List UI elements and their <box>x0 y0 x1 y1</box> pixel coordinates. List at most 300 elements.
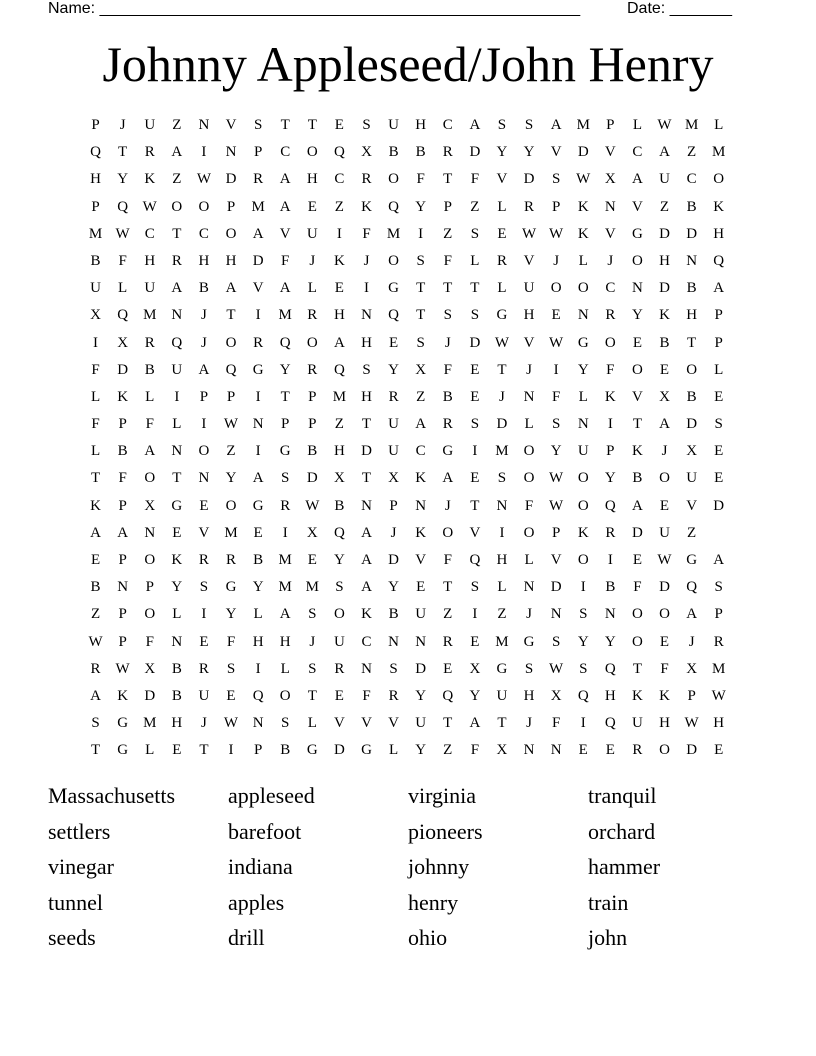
grid-letter: D <box>659 280 670 297</box>
grid-letter: W <box>494 334 510 351</box>
grid-letter: N <box>604 198 616 215</box>
grid-letter: B <box>307 443 318 460</box>
grid-letter: L <box>307 715 317 732</box>
grid-letter: V <box>469 524 481 541</box>
grid-letter: B <box>171 687 182 704</box>
grid-letter: B <box>90 579 101 596</box>
grid-letter: J <box>661 443 668 460</box>
grid-row <box>82 521 732 548</box>
grid-letter: H <box>333 307 345 324</box>
grid-letter: Y <box>577 361 589 378</box>
grid-letter: N <box>198 117 210 133</box>
grid-letter: J <box>526 715 532 732</box>
grid-letter: B <box>686 388 697 405</box>
grid-letter: D <box>577 144 589 161</box>
grid-letter: N <box>171 443 183 460</box>
grid-letter: T <box>307 687 317 704</box>
grid-letter: Y <box>469 687 481 704</box>
grid-letter: B <box>117 443 128 460</box>
grid-letter: N <box>171 307 183 324</box>
grid-row <box>82 439 732 466</box>
grid-letter: D <box>659 225 670 242</box>
grid-letter: A <box>198 361 210 378</box>
grid-letter: W <box>657 552 672 568</box>
grid-letter: X <box>90 307 101 324</box>
grid-letter: S <box>281 470 290 487</box>
grid-letter: F <box>443 552 452 568</box>
grid-letter: Z <box>90 606 101 623</box>
grid-letter: D <box>686 742 698 759</box>
grid-row <box>82 167 732 194</box>
grid-row <box>82 113 732 140</box>
grid-letter: K <box>90 497 101 514</box>
grid-letter: P <box>714 307 723 324</box>
worksheet-header <box>48 0 748 20</box>
grid-letter: K <box>333 252 345 269</box>
grid-letter: R <box>253 334 264 351</box>
grid-letter: P <box>714 606 723 623</box>
grid-letter: V <box>225 117 237 133</box>
grid-letter: Z <box>470 198 480 215</box>
grid-letter: B <box>632 470 643 487</box>
grid-letter: S <box>579 660 588 677</box>
grid-letter: S <box>362 117 371 133</box>
grid-letter: I <box>553 361 559 378</box>
grid-letter: P <box>118 606 127 623</box>
grid-letter: M <box>88 225 103 242</box>
grid-letter: O <box>577 470 589 487</box>
word-bank <box>48 780 768 958</box>
grid-letter: P <box>714 334 723 351</box>
grid-letter: N <box>577 307 589 324</box>
grid-letter: G <box>632 225 643 242</box>
grid-row <box>82 195 732 222</box>
grid-letter: F <box>660 660 669 677</box>
grid-letter: R <box>361 171 372 188</box>
grid-letter: O <box>632 606 643 623</box>
grid-letter: A <box>333 334 345 351</box>
grid-letter: V <box>604 225 616 242</box>
grid-letter: B <box>253 552 264 568</box>
grid-letter: P <box>226 388 236 405</box>
grid-letter: I <box>201 416 207 433</box>
grid-letter: S <box>579 606 588 623</box>
grid-letter: Q <box>442 687 454 704</box>
grid-letter: A <box>659 144 670 161</box>
grid-letter: K <box>577 524 589 541</box>
grid-letter: I <box>255 443 261 460</box>
grid-letter: E <box>470 470 480 487</box>
grid-letter: O <box>659 606 670 623</box>
grid-letter: M <box>712 660 726 677</box>
grid-letter: M <box>278 552 292 568</box>
grid-letter: T <box>497 361 507 378</box>
word-bank-row <box>48 887 768 923</box>
grid-letter: O <box>225 497 237 514</box>
grid-letter: P <box>118 416 127 433</box>
grid-letter: B <box>686 198 697 215</box>
grid-letter: W <box>521 225 537 242</box>
grid-letter: P <box>389 497 398 514</box>
grid-letter: T <box>280 388 290 405</box>
word-bank-row <box>48 922 768 958</box>
grid-letter: F <box>91 416 100 433</box>
grid-letter: W <box>711 687 726 704</box>
grid-letter: Q <box>713 252 725 269</box>
grid-letter: A <box>361 552 372 568</box>
grid-letter: A <box>469 715 481 732</box>
grid-letter: D <box>550 579 562 596</box>
grid-letter: B <box>605 579 616 596</box>
grid-letter: N <box>577 416 589 433</box>
grid-letter: R <box>171 252 182 269</box>
word-bank-item: vinegar <box>48 854 114 880</box>
word-bank-item: appleseed <box>228 783 315 808</box>
grid-letter: O <box>144 552 156 568</box>
grid-letter: V <box>198 524 210 541</box>
grid-letter: R <box>442 416 453 433</box>
grid-letter: O <box>144 470 156 487</box>
grid-letter: U <box>577 443 589 460</box>
grid-letter: L <box>714 361 724 378</box>
grid-letter: F <box>443 252 452 269</box>
grid-letter: R <box>605 307 616 324</box>
grid-letter: U <box>144 280 156 297</box>
grid-letter: E <box>334 687 344 704</box>
grid-letter: H <box>361 388 372 405</box>
grid-letter: O <box>632 252 643 269</box>
grid-letter: Q <box>577 687 589 704</box>
grid-letter: O <box>333 606 345 623</box>
grid-letter: S <box>199 579 209 596</box>
grid-letter: J <box>201 334 207 351</box>
grid-letter: B <box>334 497 345 514</box>
grid-letter: A <box>361 524 372 541</box>
grid-letter: Q <box>171 334 183 351</box>
grid-letter: O <box>523 524 535 541</box>
grid-letter: U <box>388 443 399 460</box>
grid-letter: Y <box>333 552 345 568</box>
grid-letter: J <box>363 252 370 269</box>
date-field-label: Date: _______ <box>627 0 732 17</box>
grid-letter: J <box>309 252 316 269</box>
grid-letter: I <box>174 388 180 405</box>
grid-letter: S <box>714 416 723 433</box>
grid-letter: P <box>308 388 317 405</box>
word-bank-item: orchard <box>588 818 656 844</box>
grid-letter: E <box>714 470 724 487</box>
word-bank-item: apples <box>228 889 285 915</box>
grid-letter: S <box>551 633 561 650</box>
grid-letter: N <box>388 633 399 650</box>
grid-row <box>82 494 732 521</box>
grid-letter: M <box>278 579 292 596</box>
grid-letter: H <box>713 225 725 242</box>
grid-letter: E <box>334 280 344 297</box>
grid-row <box>82 711 732 738</box>
grid-letter: Q <box>469 552 481 568</box>
grid-letter: E <box>226 687 236 704</box>
grid-letter: B <box>442 388 453 405</box>
grid-letter: N <box>632 280 643 297</box>
grid-letter: Z <box>497 606 507 623</box>
grid-letter: R <box>198 552 209 568</box>
grid-letter: J <box>444 497 451 514</box>
grid-letter: S <box>497 117 507 133</box>
grid-letter: H <box>659 715 670 732</box>
grid-letter: Z <box>443 225 453 242</box>
word-bank-item: indiana <box>228 854 293 880</box>
grid-letter: O <box>388 171 399 188</box>
grid-letter: X <box>361 144 372 161</box>
grid-letter: E <box>172 524 182 541</box>
grid-letter: R <box>90 660 101 677</box>
grid-letter: H <box>604 687 616 704</box>
grid-letter: A <box>252 470 264 487</box>
grid-letter: S <box>253 117 263 133</box>
grid-letter: X <box>659 388 670 405</box>
grid-letter: G <box>252 497 264 514</box>
grid-letter: C <box>280 144 291 161</box>
word-bank-item: johnny <box>408 854 470 880</box>
grid-letter: E <box>659 361 670 378</box>
grid-letter: P <box>199 388 209 405</box>
grid-letter: G <box>361 742 372 759</box>
grid-letter: O <box>550 280 562 297</box>
grid-letter: Y <box>604 470 616 487</box>
grid-letter: O <box>198 198 210 215</box>
grid-letter: E <box>605 742 615 759</box>
grid-letter: P <box>118 552 127 568</box>
grid-letter: R <box>388 388 399 405</box>
grid-letter: G <box>306 742 318 759</box>
grid-letter: F <box>118 470 127 487</box>
grid-letter: N <box>550 742 562 759</box>
grid-letter: I <box>255 660 261 677</box>
grid-letter: Y <box>523 144 535 161</box>
grid-letter: O <box>523 443 535 460</box>
grid-letter: D <box>523 171 535 188</box>
grid-letter: W <box>576 171 591 188</box>
grid-letter: D <box>496 416 508 433</box>
grid-letter: Z <box>226 443 236 460</box>
grid-letter: E <box>388 334 399 351</box>
grid-letter: E <box>470 388 480 405</box>
grid-letter: L <box>253 606 263 623</box>
grid-letter: G <box>225 579 237 596</box>
grid-letter: L <box>90 443 101 460</box>
grid-row <box>82 466 732 493</box>
grid-letter: Y <box>415 687 427 704</box>
grid-letter: U <box>333 633 345 650</box>
grid-letter: N <box>144 524 156 541</box>
grid-letter: N <box>604 606 616 623</box>
grid-letter: Q <box>333 144 345 161</box>
grid-letter: T <box>632 660 642 677</box>
grid-letter: L <box>388 742 399 759</box>
grid-letter: T <box>307 117 317 133</box>
grid-letter: S <box>308 606 317 623</box>
grid-letter: V <box>632 198 643 215</box>
grid-letter: T <box>361 416 372 433</box>
grid-letter: D <box>361 443 372 460</box>
grid-letter: T <box>172 470 182 487</box>
grid-letter: P <box>118 497 127 514</box>
grid-letter: M <box>332 388 347 405</box>
grid-letter: V <box>686 497 698 514</box>
grid-letter: A <box>713 280 725 297</box>
grid-letter: U <box>659 524 670 541</box>
grid-letter: A <box>415 416 427 433</box>
grid-letter: Y <box>171 579 183 596</box>
grid-letter: X <box>117 334 129 351</box>
grid-letter: M <box>251 198 265 215</box>
grid-letter: G <box>279 443 291 460</box>
grid-letter: O <box>388 252 399 269</box>
grid-letter: Y <box>225 606 237 623</box>
grid-letter: X <box>469 660 481 677</box>
grid-letter: B <box>388 144 399 161</box>
grid-letter: L <box>714 117 724 133</box>
grid-letter: K <box>117 687 129 704</box>
grid-letter: K <box>659 307 670 324</box>
grid-letter: V <box>279 225 291 242</box>
grid-letter: T <box>361 470 372 487</box>
grid-letter: D <box>632 524 643 541</box>
grid-letter: J <box>309 633 316 650</box>
grid-letter: N <box>523 742 535 759</box>
grid-row <box>82 303 732 330</box>
grid-letter: R <box>144 334 155 351</box>
grid-letter: A <box>659 416 670 433</box>
grid-letter: H <box>523 307 535 324</box>
grid-letter: C <box>198 225 209 242</box>
grid-letter: N <box>415 633 427 650</box>
grid-letter: D <box>469 144 481 161</box>
grid-letter: W <box>142 198 157 215</box>
grid-letter: E <box>307 198 317 215</box>
grid-letter: Y <box>279 361 291 378</box>
grid-letter: R <box>280 497 291 514</box>
grid-letter: A <box>632 497 643 514</box>
grid-letter: Q <box>604 660 616 677</box>
grid-letter: E <box>659 497 670 514</box>
grid-letter: P <box>281 416 290 433</box>
grid-letter: O <box>442 524 454 541</box>
grid-letter: V <box>415 552 427 568</box>
grid-letter: A <box>686 606 698 623</box>
grid-letter: U <box>523 280 535 297</box>
grid-letter: V <box>252 280 264 297</box>
grid-letter: S <box>443 307 452 324</box>
grid-letter: V <box>550 144 562 161</box>
grid-letter: Z <box>443 606 453 623</box>
grid-letter: W <box>684 715 699 732</box>
grid-letter: L <box>470 252 480 269</box>
grid-letter: K <box>577 198 589 215</box>
grid-letter: D <box>252 252 264 269</box>
grid-letter: F <box>524 497 534 514</box>
grid-letter: G <box>523 633 535 650</box>
grid-row <box>82 602 732 629</box>
grid-letter: A <box>144 443 156 460</box>
grid-letter: T <box>443 715 453 732</box>
grid-letter: U <box>388 117 399 133</box>
grid-letter: M <box>305 579 319 596</box>
grid-letter: L <box>632 117 642 133</box>
grid-letter: S <box>335 579 344 596</box>
grid-letter: H <box>198 252 210 269</box>
grid-letter: I <box>499 524 505 541</box>
grid-letter: A <box>279 280 291 297</box>
grid-letter: G <box>686 552 698 568</box>
grid-letter: I <box>472 606 478 623</box>
grid-letter: R <box>388 687 399 704</box>
grid-letter: O <box>144 606 156 623</box>
grid-letter: U <box>198 687 210 704</box>
grid-letter: T <box>497 715 507 732</box>
grid-letter: W <box>115 660 130 677</box>
grid-letter: N <box>171 633 183 650</box>
grid-letter: B <box>171 660 182 677</box>
word-bank-item: train <box>588 889 629 915</box>
grid-letter: D <box>415 660 427 677</box>
grid-letter: W <box>549 660 564 677</box>
grid-letter: T <box>470 497 480 514</box>
grid-letter: S <box>551 171 561 188</box>
grid-letter: B <box>659 334 670 351</box>
grid-letter: F <box>145 633 154 650</box>
grid-letter: W <box>88 633 103 650</box>
grid-letter: D <box>306 470 318 487</box>
grid-letter: U <box>171 361 183 378</box>
grid-letter: R <box>307 361 318 378</box>
grid-letter: M <box>495 443 509 460</box>
grid-letter: U <box>144 117 156 133</box>
grid-letter: E <box>578 742 588 759</box>
grid-letter: S <box>497 470 507 487</box>
grid-letter: H <box>361 334 372 351</box>
grid-letter: R <box>442 633 453 650</box>
grid-letter: U <box>388 416 399 433</box>
grid-letter: X <box>144 660 156 677</box>
grid-letter: C <box>415 443 426 460</box>
grid-letter: X <box>496 742 508 759</box>
grid-letter: D <box>713 497 725 514</box>
grid-letter: I <box>580 715 586 732</box>
grid-letter: A <box>632 171 643 188</box>
grid-letter: W <box>549 334 564 351</box>
grid-letter: R <box>442 144 453 161</box>
grid-letter: M <box>143 307 157 324</box>
grid-letter: V <box>361 715 372 732</box>
grid-letter: V <box>604 144 616 161</box>
grid-letter: D <box>144 687 156 704</box>
grid-letter: L <box>497 198 507 215</box>
grid-letter: E <box>632 552 642 568</box>
grid-letter: U <box>659 171 670 188</box>
grid-letter: Z <box>416 388 426 405</box>
grid-letter: Z <box>334 416 344 433</box>
word-bank-item: john <box>588 925 628 951</box>
grid-letter: X <box>415 361 427 378</box>
grid-letter: K <box>171 552 183 568</box>
grid-letter: Q <box>279 334 291 351</box>
grid-letter: T <box>443 280 453 297</box>
grid-letter: V <box>523 334 535 351</box>
grid-letter: C <box>144 225 155 242</box>
grid-letter: F <box>470 171 480 188</box>
